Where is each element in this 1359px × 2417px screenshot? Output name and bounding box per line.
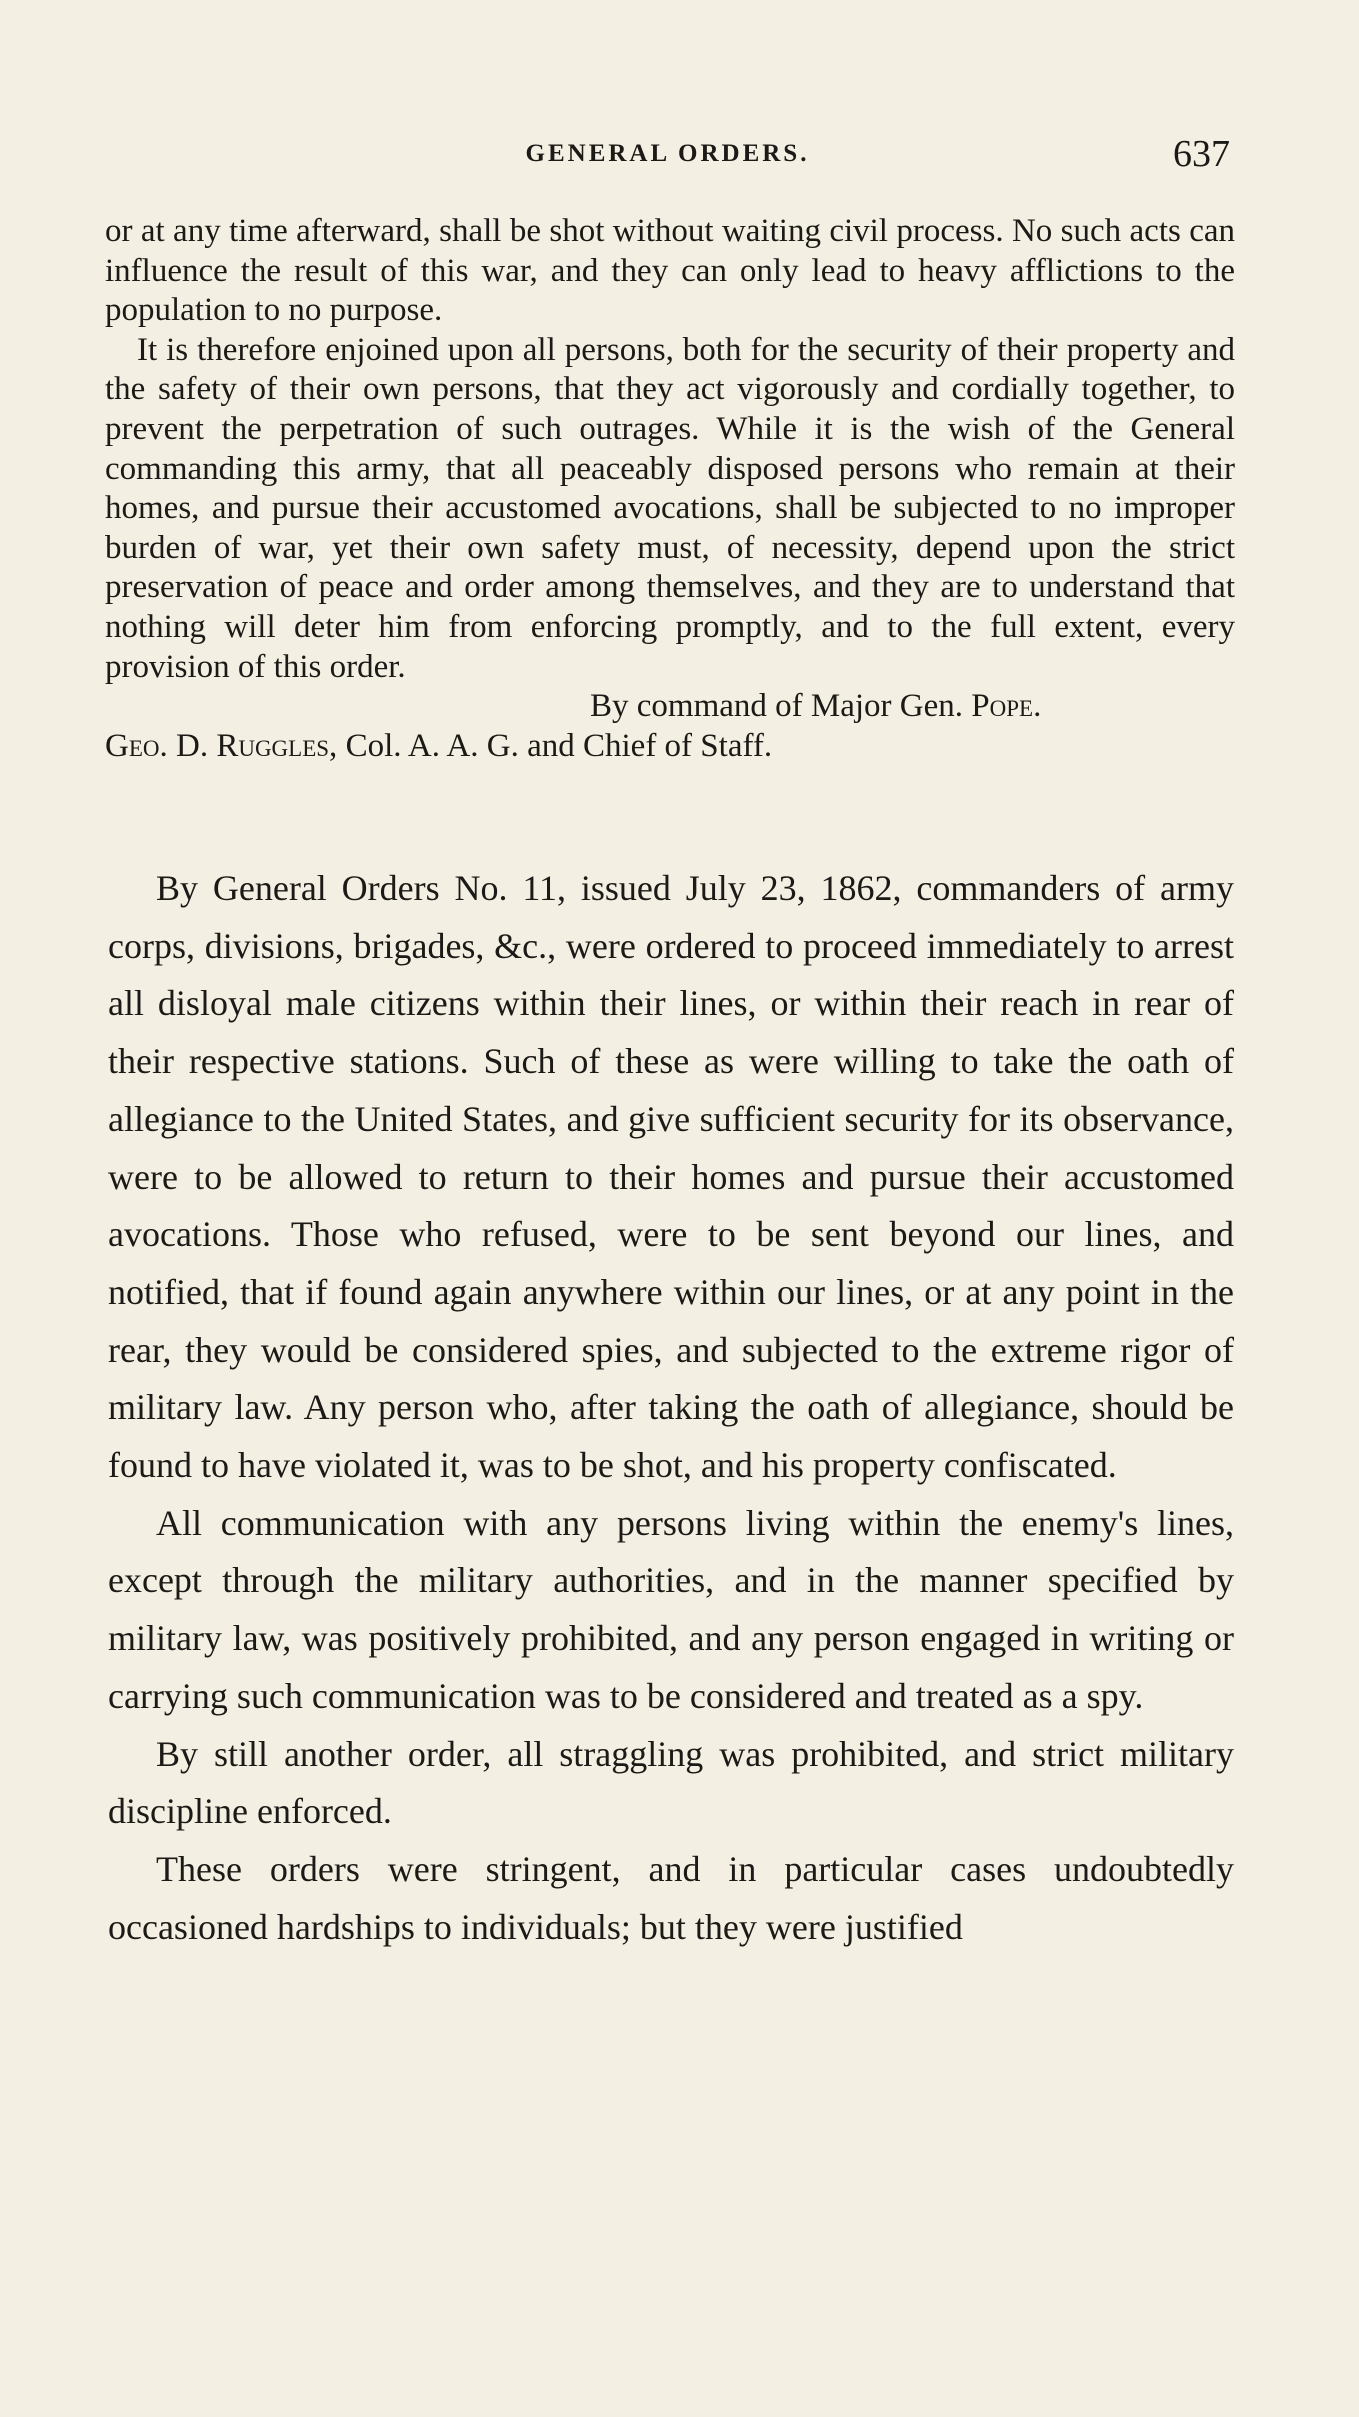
narrative-paragraph-1: By General Orders No. 11, issued July 23, 1862, commanders of army corps, divisions, brigades, &c., were ordered to proceed immediately to arrest all disloyal male citizens within their lines, or within their reach in rear of their respective stations. Such of these as were willing to take the oath of allegiance to the United States, and give sufficient security for its observance, were to be allowed to return to their homes and pursue their accustomed avocations. Those who refused, were to be sent beyond our lines, and notified, that if found again anywhere within our lines, or at any point in the rear, they would be considered spies, and subjected to the extreme rigor of military law. Any person who, after taking the oath of allegiance, should be found to have violated it, was to be shot, and his property confiscated.: [108, 868, 1234, 1486]
narrative-paragraph-3: By still another order, all straggling was prohibited, and strict military discipline enforced.: [108, 1733, 1234, 1832]
running-head: [105, 132, 1230, 182]
staff-name: Geo. D. Ruggles,: [105, 727, 338, 764]
running-title: GENERAL ORDERS.: [525, 140, 810, 167]
narrative-paragraph-2: All communication with any persons living within the enemy's lines, except through the military authorities, and in the manner specified by military law, was positively prohibited, and any person engaged in writing or carrying such communication was to be considered and treated as a spy.: [108, 1502, 1234, 1716]
command-prefix: By command of Major Gen.: [590, 688, 964, 725]
narrative-paragraph-4: These orders were stringent, and in particular cases undoubtedly occasioned hardships to individuals; but they were justified: [108, 1848, 1234, 1947]
order-paragraph-2: It is therefore enjoined upon all persons, both for the security of their property and the safety of their own persons, that they act vigorously and cordially together, to prevent the perpetration of such outrages. While it is the wish of the General commanding this army, that all peaceably disposed persons who remain at their homes, and pursue their accustomed avocations, shall be subjected to no improper burden of war, yet their own safety must, of necessity, depend upon the strict preservation of peace and order among themselves, and they are to understand that nothing will deter him from enforcing promptly, and to the full extent, every provision of this order.: [105, 331, 1235, 685]
command-signature: [105, 687, 1235, 727]
commander-name: Pope.: [971, 688, 1042, 725]
page-number: 637: [1173, 133, 1230, 175]
staff-title: Col. A. A. G. and Chief of Staff.: [345, 727, 773, 764]
general-order-text: [105, 212, 1235, 766]
narrative-text: [108, 860, 1234, 1956]
staff-signature: [105, 727, 1235, 767]
order-paragraph-1: or at any time afterward, shall be shot without waiting civil process. No such acts can influence the result of this war, and they can only lead to heavy afflictions to the population to no purpose.: [105, 213, 1235, 329]
